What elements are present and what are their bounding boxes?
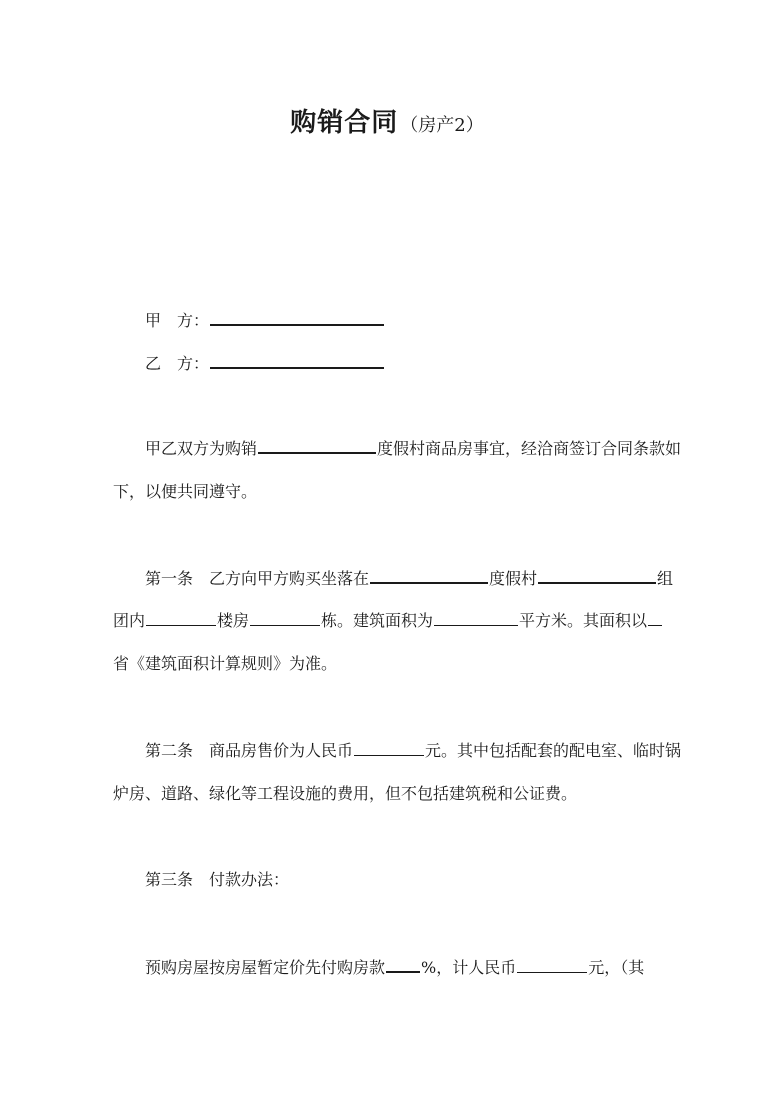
article1-text-mid: 度假村 [489, 569, 538, 588]
party-a-blank [210, 307, 384, 326]
group-blank [538, 565, 656, 584]
article1-line2-mid1: 楼房 [217, 611, 250, 630]
intro-text-post: 度假村商品房事宜，经洽商签订合同条款如 [377, 439, 682, 458]
payment-text-post: 元，（其 [588, 958, 645, 977]
building-count-blank [250, 608, 320, 626]
percent-blank [386, 954, 420, 973]
province-blank [648, 608, 662, 626]
payment-text-pre: 预购房屋按房屋暂定价先付购房款 [145, 958, 386, 977]
intro-line-1 [145, 435, 681, 461]
title-subtitle: （房产2） [400, 115, 484, 136]
intro-line-2 [113, 480, 257, 504]
title-main: 购销合同 [290, 108, 399, 138]
article1-text-post: 组 [657, 569, 674, 588]
article1-text-line3: 省《建筑面积计算规则》为准。 [113, 654, 338, 673]
article1-line-1 [145, 565, 673, 591]
party-a-label: 甲 方： [145, 311, 210, 330]
article2-line-2 [113, 782, 577, 806]
article1-text-pre: 第一条 乙方向甲方购买坐落在 [145, 569, 370, 588]
area-blank [434, 608, 518, 626]
article1-line2-pre: 团内 [113, 611, 146, 630]
location-blank [370, 565, 488, 584]
article1-line-2 [113, 608, 663, 633]
article2-line-1 [145, 738, 681, 763]
article2-text-pre: 第二条 商品房售价为人民币 [145, 741, 354, 760]
intro-text-line2: 下，以便共同遵守。 [113, 482, 258, 501]
building-blank [146, 608, 216, 626]
party-a-line [145, 307, 385, 333]
article1-line-3 [113, 652, 337, 676]
document-title [0, 103, 774, 146]
article1-line2-mid2: 栋。建筑面积为 [321, 611, 434, 630]
party-b-line [145, 350, 385, 376]
price-blank [354, 738, 424, 756]
article3-heading [145, 868, 289, 892]
article2-text-line2: 炉房、道路、绿化等工程设施的费用，但不包括建筑税和公证费。 [113, 784, 578, 803]
intro-text-pre: 甲乙双方为购销 [145, 439, 258, 458]
party-b-blank [210, 350, 384, 369]
payment-line [145, 954, 644, 980]
article1-line2-post: 平方米。其面积以 [519, 611, 648, 630]
amount-blank [517, 955, 587, 973]
payment-text-pct: %，计人民币 [421, 958, 517, 977]
party-b-label: 乙 方： [145, 354, 210, 373]
article3-heading-text: 第三条 付款办法： [145, 870, 290, 889]
resort-name-blank [258, 435, 376, 454]
article2-text-post: 元。其中包括配套的配电室、临时锅 [425, 741, 682, 760]
